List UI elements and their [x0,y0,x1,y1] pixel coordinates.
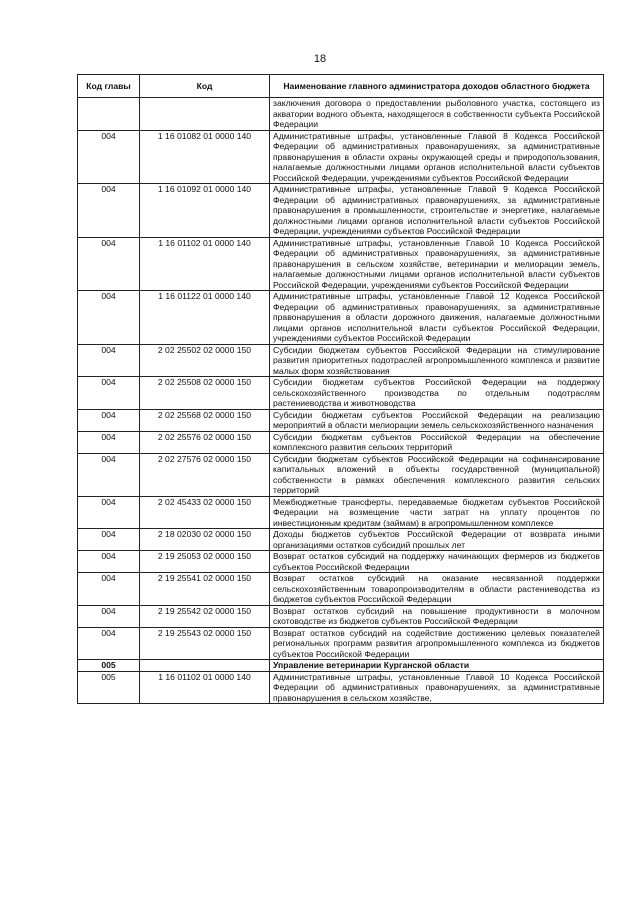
header-administrator-name: Наименование главного администратора доходов областного бюджета [270,75,604,98]
cell-administrator-name: Возврат остатков субсидий на поддержку начинающих фермеров из бюджетов субъектов Российской Федерации [270,551,604,573]
table-row [78,529,604,551]
cell-chapter-code: 005 [78,660,140,672]
cell-chapter-code: 004 [78,605,140,627]
table-row [78,184,604,238]
table-row [78,130,604,184]
header-code: Код [140,75,270,98]
cell-chapter-code: 004 [78,237,140,291]
table-row [78,431,604,453]
cell-chapter-code: 004 [78,409,140,431]
table-row [78,627,604,660]
cell-code [140,98,270,131]
cell-chapter-code: 004 [78,529,140,551]
cell-chapter-code: 004 [78,431,140,453]
table-row [78,409,604,431]
cell-code: 2 02 25568 02 0000 150 [140,409,270,431]
table-row [78,98,604,131]
table-header-row [78,75,604,98]
table-row [78,344,604,377]
cell-chapter-code: 004 [78,344,140,377]
cell-code: 2 18 02030 02 0000 150 [140,529,270,551]
cell-code: 1 16 01102 01 0000 140 [140,237,270,291]
cell-code: 2 19 25053 02 0000 150 [140,551,270,573]
cell-administrator-name: Управление ветеринарии Курганской области [270,660,604,672]
cell-administrator-name: Административные штрафы, установленные Главой 12 Кодекса Российской Федерации об административных правонарушениях, за административные правонарушения в области дорожного движения, налагаемые должностными лицами органов исполнительной власти субъектов Российской Федерации, учреждениями субъектов Российской Федерации [270,291,604,345]
cell-chapter-code: 004 [78,291,140,345]
table-row [78,453,604,496]
cell-administrator-name: Административные штрафы, установленные Главой 8 Кодекса Российской Федерации об административных правонарушениях, за административные правонарушения в области охраны окружающей среды и природопользования, налагаемые должностными лицами органов исполнительной власти субъектов Российской Федерации, учреждениями субъектов Российской Федерации [270,130,604,184]
cell-chapter-code: 004 [78,453,140,496]
cell-administrator-name: Возврат остатков субсидий на оказание несвязанной поддержки сельскохозяйственным товаропроизводителям в области растениеводства из бюджетов субъектов Российской Федерации [270,573,604,606]
cell-administrator-name: Субсидии бюджетам субъектов Российской Федерации на софинансирование капитальных вложений в объекты государственной (муниципальной) собственности в рамках обеспечения комплексного развития сельских территорий [270,453,604,496]
cell-chapter-code: 004 [78,627,140,660]
cell-administrator-name: Доходы бюджетов субъектов Российской Федерации от возврата иными организациями остатков субсидий прошлых лет [270,529,604,551]
cell-code [140,660,270,672]
table-row [78,551,604,573]
cell-chapter-code: 004 [78,184,140,238]
cell-code: 2 02 25502 02 0000 150 [140,344,270,377]
cell-administrator-name: Субсидии бюджетам субъектов Российской Федерации на поддержку сельскохозяйственного производства по отдельным подотраслям растениеводства и животноводства [270,377,604,410]
cell-code: 2 19 25542 02 0000 150 [140,605,270,627]
cell-administrator-name: Субсидии бюджетам субъектов Российской Федерации на реализацию мероприятий в области мелиорации земель сельскохозяйственного назначения [270,409,604,431]
cell-administrator-name: Возврат остатков субсидий на содействие достижению целевых показателей региональных программ развития агропромышленного комплекса из бюджетов субъектов Российской Федерации [270,627,604,660]
cell-administrator-name: Административные штрафы, установленные Главой 10 Кодекса Российской Федерации об административных правонарушениях, за административные правонарушения в сельском хозяйстве, [270,671,604,704]
cell-code: 1 16 01082 01 0000 140 [140,130,270,184]
page-number: 18 [313,53,327,65]
header-chapter-code: Код главы [78,75,140,98]
cell-administrator-name: Межбюджетные трансферты, передаваемые бюджетам субъектов Российской Федерации на возмещение части затрат на уплату процентов по инвестиционным кредитам (займам) в агропромышленном комплексе [270,496,604,529]
cell-chapter-code: 004 [78,551,140,573]
cell-code: 2 02 45433 02 0000 150 [140,496,270,529]
cell-administrator-name: Административные штрафы, установленные Главой 10 Кодекса Российской Федерации об административных правонарушениях, за административные правонарушения в сельском хозяйстве, ветеринарии и мелиорации земель, налагаемые должностными лицами органов исполнительной власти субъектов Российской Федерации, учреждениями субъектов Российской Федерации [270,237,604,291]
table-section-row [78,660,604,672]
cell-code: 2 02 25508 02 0000 150 [140,377,270,410]
table-row [78,671,604,704]
cell-chapter-code: 004 [78,496,140,529]
cell-code: 2 02 27576 02 0000 150 [140,453,270,496]
table-row [78,377,604,410]
cell-administrator-name: Возврат остатков субсидий на повышение продуктивности в молочном скотоводстве из бюджетов субъектов Российской Федерации [270,605,604,627]
cell-code: 2 02 25576 02 0000 150 [140,431,270,453]
cell-administrator-name: заключения договора о предоставлении рыболовного участка, состоящего из акватории водного объекта, находящегося в собственности субъекта Российской Федерации [270,98,604,131]
cell-administrator-name: Субсидии бюджетам субъектов Российской Федерации на стимулирование развития приоритетных подотраслей агропромышленного комплекса и развитие малых форм хозяйствования [270,344,604,377]
table-row [78,496,604,529]
cell-chapter-code [78,98,140,131]
cell-code: 2 19 25543 02 0000 150 [140,627,270,660]
cell-code: 2 19 25541 02 0000 150 [140,573,270,606]
table-row [78,237,604,291]
table-row [78,291,604,345]
cell-chapter-code: 005 [78,671,140,704]
cell-administrator-name: Субсидии бюджетам субъектов Российской Федерации на обеспечение комплексного развития сельских территорий [270,431,604,453]
table-row [78,573,604,606]
cell-chapter-code: 004 [78,573,140,606]
cell-code: 1 16 01102 01 0000 140 [140,671,270,704]
cell-code: 1 16 01092 01 0000 140 [140,184,270,238]
table-row [78,605,604,627]
cell-chapter-code: 004 [78,130,140,184]
cell-chapter-code: 004 [78,377,140,410]
cell-code: 1 16 01122 01 0000 140 [140,291,270,345]
cell-administrator-name: Административные штрафы, установленные Главой 9 Кодекса Российской Федерации об административных правонарушениях, за административные правонарушения в промышленности, строительстве и энергетике, налагаемые должностными лицами органов исполнительной власти субъектов Российской Федерации, учреждениями субъектов Российской Федерации [270,184,604,238]
revenue-administrators-table [77,74,604,704]
